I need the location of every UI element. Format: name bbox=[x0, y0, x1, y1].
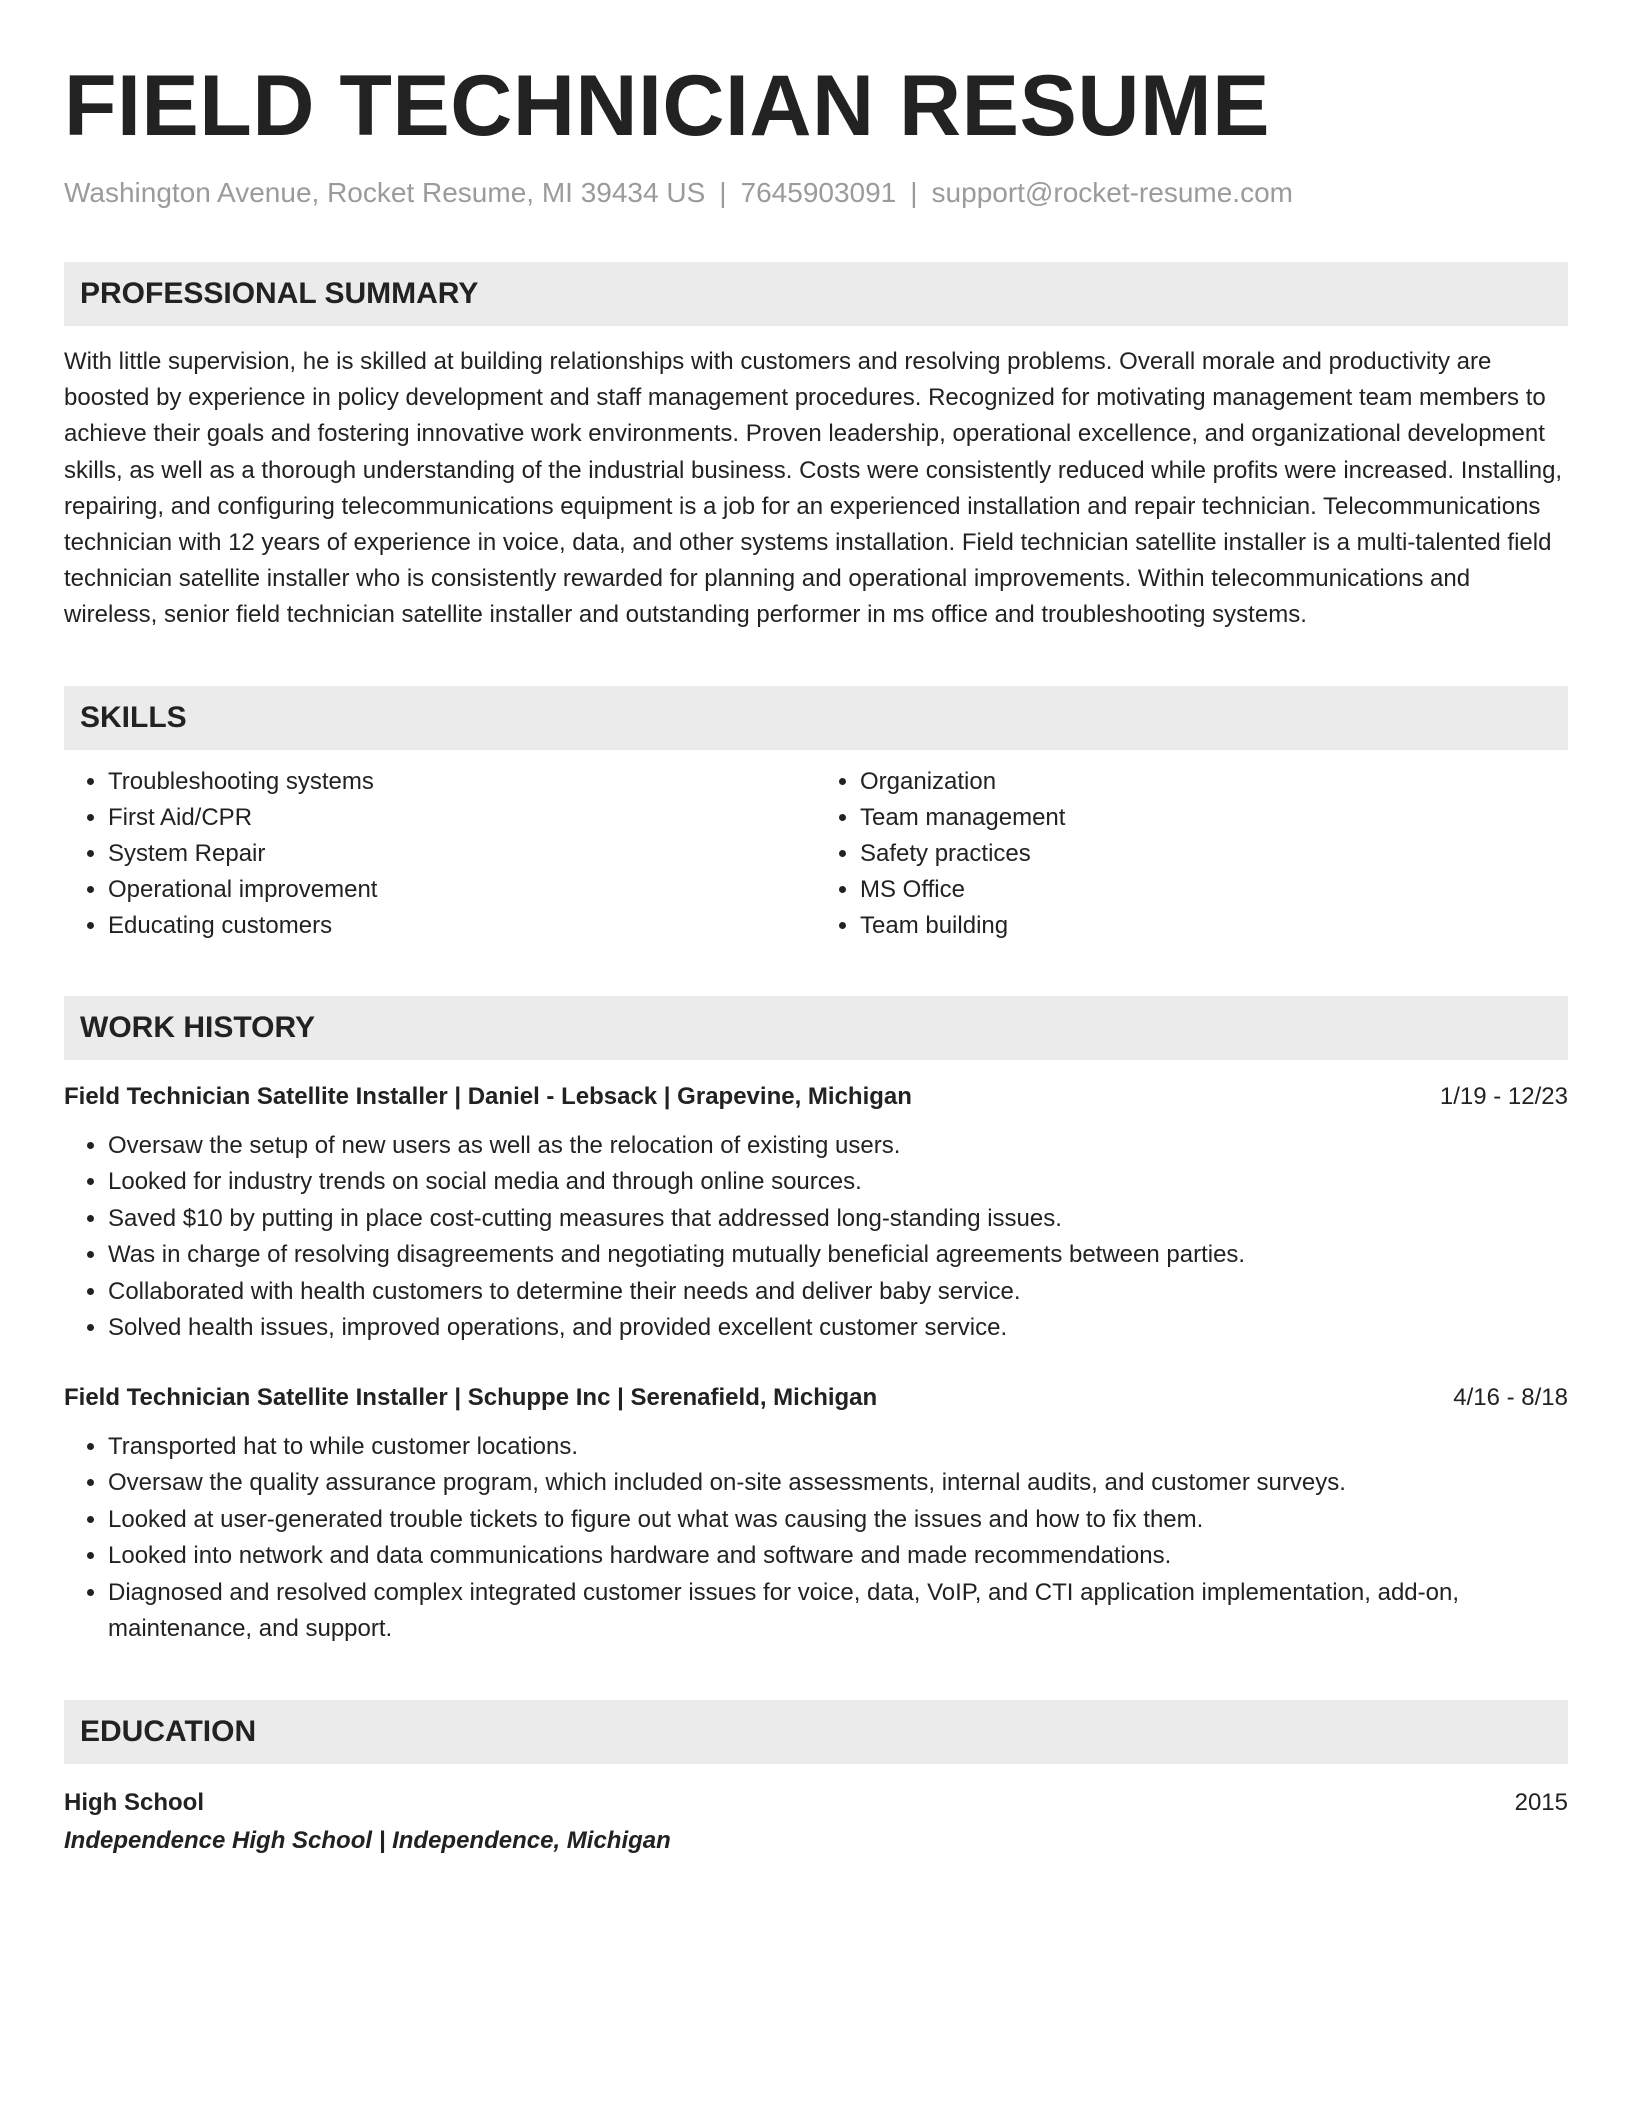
contact-phone: 7645903091 bbox=[740, 177, 897, 208]
contact-line bbox=[64, 176, 1568, 210]
skill-item: • System Repair bbox=[108, 836, 816, 872]
job-bullet: • Was in charge of resolving disagreements and negotiating mutually beneficial agreements between parties. bbox=[108, 1237, 1568, 1274]
contact-separator: | bbox=[719, 177, 727, 208]
skill-item: • Team management bbox=[860, 800, 1568, 836]
education-header bbox=[64, 1784, 1568, 1822]
job-bullet: • Looked for industry trends on social media and through online sources. bbox=[108, 1164, 1568, 1201]
skills-heading: SKILLS bbox=[64, 686, 1568, 750]
work-history-heading: WORK HISTORY bbox=[64, 996, 1568, 1060]
job-header bbox=[64, 1381, 1568, 1415]
skill-item: • Team building bbox=[860, 908, 1568, 944]
education-entry bbox=[64, 1784, 1568, 1860]
job-bullet: • Transported hat to while customer locations. bbox=[108, 1429, 1568, 1466]
summary-text: With little supervision, he is skilled at building relationships with customers and resolving problems. Overall morale and productivity are boosted by experience in policy development and staff management procedures. Recognized for motivating management team members to achieve their goals and fostering innovative work environments. Proven leadership, operational excellence, and organizational development skills, as well as a thorough understanding of the industrial business. Costs were consistently reduced while profits were increased. Installing, repairing, and configuring telecommunications equipment is a job for an experienced installation and repair technician. Telecommunications technician with 12 years of experience in voice, data, and other systems installation. Field technician satellite installer is a multi-talented field technician satellite installer who is consistently rewarded for planning and operational improvements. Within telecommunications and wireless, senior field technician satellite installer and outstanding performer in ms office and troubleshooting systems. bbox=[64, 348, 1563, 629]
job-dates: 1/19 - 12/23 bbox=[1439, 1082, 1568, 1110]
contact-address: Washington Avenue, Rocket Resume, MI 39434 US bbox=[64, 177, 706, 208]
contact-separator: | bbox=[910, 177, 918, 208]
job-title: Field Technician Satellite Installer | Daniel - Lebsack | Grapevine, Michigan bbox=[64, 1082, 912, 1110]
job-bullets bbox=[64, 1128, 1568, 1347]
job-title: Field Technician Satellite Installer | Schuppe Inc | Serenafield, Michigan bbox=[64, 1383, 878, 1411]
skills-column-left bbox=[64, 764, 816, 944]
skills-list bbox=[64, 764, 1568, 944]
job-bullet: • Looked at user-generated trouble tickets to figure out what was causing the issues and how to fix them. bbox=[108, 1502, 1568, 1539]
job-entry bbox=[64, 1381, 1568, 1648]
job-bullets bbox=[64, 1429, 1568, 1648]
resume-title: FIELD TECHNICIAN RESUME bbox=[64, 58, 1270, 154]
job-bullet: • Saved $10 by putting in place cost-cutting measures that addressed long-standing issues. bbox=[108, 1201, 1568, 1238]
job-bullet: • Solved health issues, improved operations, and provided excellent customer service. bbox=[108, 1310, 1568, 1347]
job-bullet: • Diagnosed and resolved complex integrated customer issues for voice, data, VoIP, and CTI application implementation, add-on, maintenance, and support. bbox=[108, 1575, 1568, 1648]
skill-item: • Safety practices bbox=[860, 836, 1568, 872]
job-bullet: • Oversaw the quality assurance program, which included on-site assessments, internal audits, and customer surveys. bbox=[108, 1465, 1568, 1502]
skill-item: • MS Office bbox=[860, 872, 1568, 908]
skill-item: • Troubleshooting systems bbox=[108, 764, 816, 800]
job-entry bbox=[64, 1080, 1568, 1347]
skill-item: • Educating customers bbox=[108, 908, 816, 944]
contact-email[interactable]: support@rocket-resume.com bbox=[931, 177, 1293, 208]
skill-item: • Organization bbox=[860, 764, 1568, 800]
skill-item: • Operational improvement bbox=[108, 872, 816, 908]
education-school: Independence High School | Independence, Michigan bbox=[64, 1826, 671, 1854]
job-dates: 4/16 - 8/18 bbox=[1453, 1383, 1568, 1411]
job-header bbox=[64, 1080, 1568, 1114]
summary-heading: PROFESSIONAL SUMMARY bbox=[64, 262, 1568, 326]
education-heading: EDUCATION bbox=[64, 1700, 1568, 1764]
job-bullet: • Oversaw the setup of new users as well as the relocation of existing users. bbox=[108, 1128, 1568, 1165]
skill-item: • First Aid/CPR bbox=[108, 800, 816, 836]
skills-column-right bbox=[816, 764, 1568, 944]
education-year: 2015 bbox=[1514, 1788, 1568, 1816]
job-bullet: • Collaborated with health customers to determine their needs and deliver baby service. bbox=[108, 1274, 1568, 1311]
job-bullet: • Looked into network and data communications hardware and software and made recommendations. bbox=[108, 1538, 1568, 1575]
education-level: High School bbox=[64, 1788, 204, 1816]
